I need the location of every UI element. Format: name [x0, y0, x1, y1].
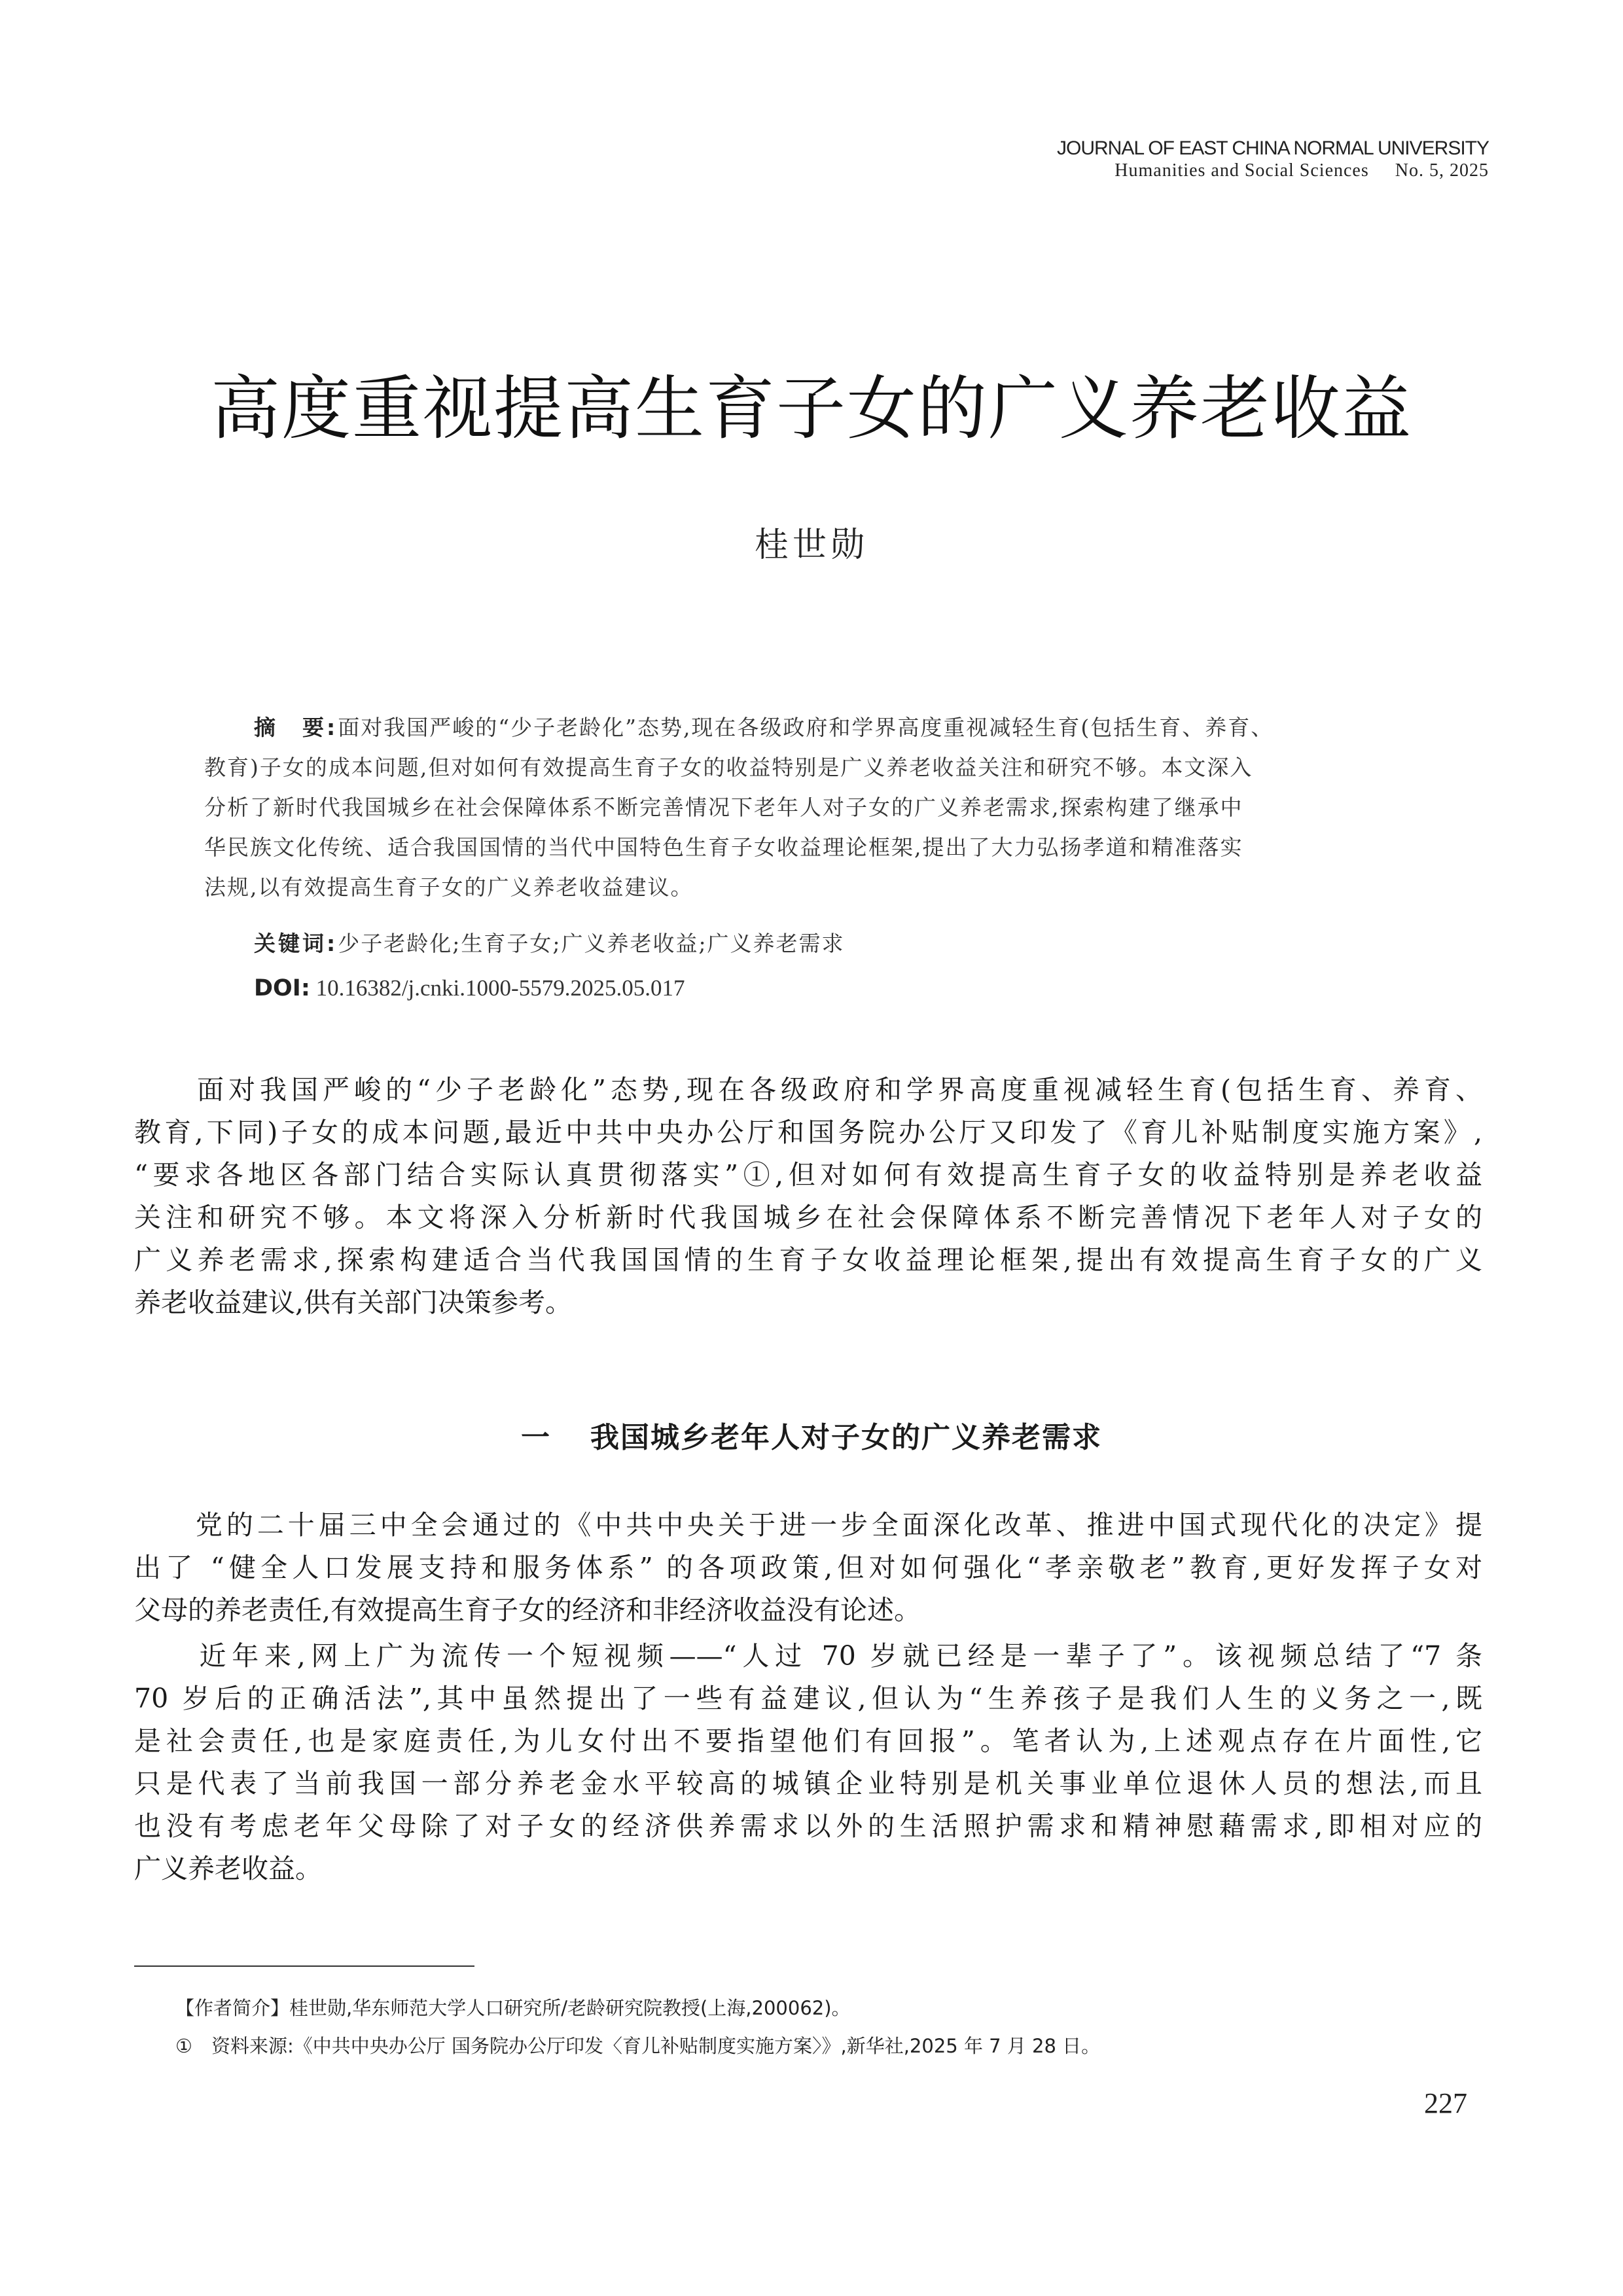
body-line: 也没有考虑老年父母除了对子女的经济供养需求以外的生活照护需求和精神慰藉需求,即相对应的 — [134, 1810, 1482, 1842]
body-line: 出了 “健全人口发展支持和服务体系” 的各项政策,但对如何强化“孝亲敬老”教育,更好发挥子女对 — [134, 1552, 1482, 1583]
body-line: 近年来,网上广为流传一个短视频——“人过 70 岁就已经是一辈子了”。该视频总结了“7 条 — [134, 1640, 1482, 1672]
journal-name: JOURNAL OF EAST CHINA NORMAL UNIVERSITY — [1056, 137, 1489, 159]
body-line: “要求各地区各部门结合实际认真贯彻落实”①,但对如何有效提高生育子女的收益特别是养老收益 — [134, 1159, 1482, 1191]
abstract-label: 摘 要: — [254, 715, 338, 740]
abstract-line: 法规,以有效提高生育子女的广义养老收益建议。 — [204, 874, 694, 900]
body-line: 只是代表了当前我国一部分养老金水平较高的城镇企业特别是机关事业单位退休人员的想法,而且 — [134, 1768, 1482, 1799]
body-line: 广义养老收益。 — [134, 1853, 322, 1884]
body-line: 父母的养老责任,有效提高生育子女的经济和非经济收益没有论述。 — [134, 1594, 921, 1626]
footnote-divider — [134, 1965, 474, 1967]
body-line: 广义养老需求,探索构建适合当代我国国情的生育子女收益理论框架,提出有效提高生育子女的广义 — [134, 1244, 1482, 1276]
journal-subtitle — [1057, 160, 1489, 182]
footnote-1: ① 资料来源:《中共中央办公厅 国务院办公厅印发〈育儿补贴制度实施方案〉》,新华社,2025 年 7 月 28 日。 — [175, 2035, 1101, 2057]
abstract-line: 华民族文化传统、适合我国国情的当代中国特色生育子女收益理论框架,提出了大力弘扬孝道和精准落实 — [204, 834, 1243, 860]
section-number: 一 — [521, 1421, 551, 1454]
body-line: 养老收益建议,供有关部门决策参考。 — [134, 1287, 573, 1318]
journal-header — [1057, 137, 1489, 182]
doi-line — [254, 975, 685, 1001]
keywords-label: 关键词: — [254, 931, 338, 956]
article-author: 桂世勋 — [754, 526, 868, 565]
doi-label: DOI: — [254, 975, 310, 1001]
body-line: 关注和研究不够。本文将深入分析新时代我国城乡在社会保障体系不断完善情况下老年人对子女的 — [134, 1202, 1482, 1233]
page-number: 227 — [1424, 2087, 1467, 2119]
keywords-line — [254, 931, 845, 957]
body-line: 70 岁后的正确活法”,其中虽然提出了一些有益建议,但认为“生养孩子是我们人生的义务之一,既 — [134, 1683, 1482, 1714]
journal-section: Humanities and Social Sciences — [1115, 160, 1369, 181]
author-note: 【作者简介】桂世勋,华东师范大学人口研究所/老龄研究院教授(上海,200062)。 — [175, 1997, 851, 2019]
doi-text: 10.16382/j.cnki.1000-5579.2025.05.017 — [315, 975, 685, 1001]
body-line: 教育,下同)子女的成本问题,最近中共中央办公厅和国务院办公厅又印发了《育儿补贴制度实施方案》, — [134, 1117, 1482, 1148]
abstract-line: 分析了新时代我国城乡在社会保障体系不断完善情况下老年人对子女的广义养老需求,探索构建了继承中 — [204, 795, 1243, 820]
keywords-text: 少子老龄化;生育子女;广义养老收益;广义养老需求 — [338, 931, 845, 956]
section-heading — [0, 1414, 1623, 1456]
abstract-line: 摘 要:面对我国严峻的“少子老龄化”态势,现在各级政府和学界高度重视减轻生育(包括生育、养育、 — [254, 715, 1274, 740]
body-line: 面对我国严峻的“少子老龄化”态势,现在各级政府和学界高度重视减轻生育(包括生育、养育、 — [134, 1074, 1482, 1105]
body-line: 是社会责任,也是家庭责任,为儿女付出不要指望他们有回报”。笔者认为,上述观点存在片面性,它 — [134, 1725, 1482, 1757]
abstract-line: 教育)子女的成本问题,但对如何有效提高生育子女的收益特别是广义养老收益关注和研究不够。本文深入 — [204, 755, 1253, 780]
section-title: 我国城乡老年人对子女的广义养老需求 — [590, 1421, 1102, 1454]
journal-issue: No. 5, 2025 — [1395, 160, 1489, 181]
article-title: 高度重视提高生育子女的广义养老收益 — [211, 368, 1412, 449]
body-line: 党的二十届三中全会通过的《中共中央关于进一步全面深化改革、推进中国式现代化的决定》提 — [134, 1509, 1482, 1541]
